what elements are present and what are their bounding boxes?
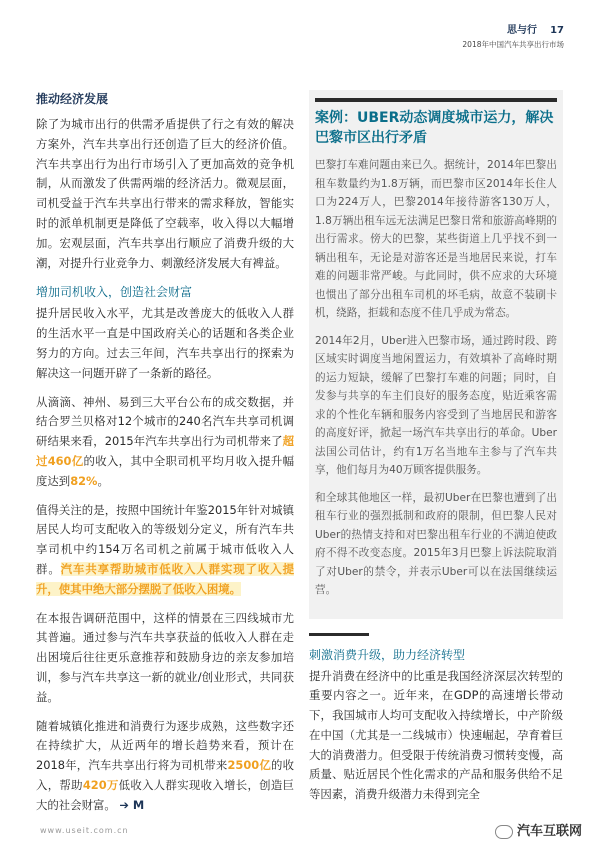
paragraph-survey: 在本报告调研范围中，这样的情景在三四线城市尤其普遍。通过参与汽车共享获益的低收入人群在走出困境后往往更乐意推荐和鼓励身边的亲友参加培训，参与汽车共享这一新的就业/创业形式，共同获益。: [36, 610, 294, 704]
case-title-bar: [315, 98, 557, 148]
case-paragraph-2: 2014年2月，Uber进入巴黎市场，通过跨时段、跨区域实时调度当地闲置运力，有效填补了高峰时期的运力短缺，缓解了巴黎打车难的问题；同时，自发参与共享的车主们良好的服务态度，贴近乘客需求的个性化车辆和服务内容受到了当地居民和游客的高度好评，掀起一场汽车共享出行的革命。Uber法国公司估计，约有1万名当地车主参与了汽车共享，他们每月为40万顾客提供服务。: [315, 334, 557, 476]
page-number: 17: [550, 25, 564, 36]
text: 从滴滴、神州、易到三大平台公布的成交数据，并结合罗兰贝格对12个城市的240名汽车共享司机调研结果来看，2015年汽车共享出行为司机带来了: [36, 394, 294, 449]
watermark-brand: [495, 820, 582, 839]
case-paragraph-1: 巴黎打车难问题由来已久。据统计，2014年巴黎出租车数量约为1.8万辆，而巴黎市区2014年长住人口为224万人，巴黎2014年接待游客130万人，1.8万辆出租车远无法满足巴黎日常和旅游高峰期的出行需求。傍大的巴黎，某些街道上几乎找不到一辆出租车，无论是对游客还是当地居民来说，打车难的问题非常严峻。与此同时，供不应求的大环境也惯出了部分出租车司机的坏毛病，故意不装刷卡机，绕路，拒载和态度不佳几乎成为常态。: [315, 159, 557, 319]
case-study-box: [309, 90, 563, 619]
header-subtitle: 2018年中国汽车共享出行市场: [462, 40, 564, 49]
right-column: [309, 90, 563, 814]
header-brand: 思与行: [506, 25, 537, 36]
case-paragraph-3: 和全球其他地区一样，最初Uber在巴黎也遭到了出租车行业的强烈抵制和政府的限制，但巴黎人民对Uber的热情支持和对巴黎出租车行业的不满迫使政府不得不改变态度。2015年3月巴黎上诉法院取消了对Uber的禁令，并表示Uber可以在法国继续运营。: [315, 491, 557, 596]
text: 的收入，其中全职司机平均月收入提升幅度达到: [36, 453, 294, 488]
subheading-driver-income: 增加司机收入，创造社会财富: [36, 285, 193, 300]
paragraph-income: 提升居民收入水平，尤其是改善庞大的低收入人群的生活水平一直是中国政府关心的话题和各类企业努力的方向。过去三年间，汽车共享出行的探索为解决这一问题开辟了一条新的路径。: [36, 306, 294, 380]
paragraph-consumption: 提升消费在经济中的比重是我国经济深层次转型的重要内容之一。近年来，在GDP的高速增长带动下，我国城市人均可支配收入持续增长，中产阶级在中国（尤其是一二线城市）快速崛起，孕育着巨大的消费潜力。但受限于传统消费习惯转变慢，高质量、贴近居民个性化需求的产品和服务供给不足等因素，消费升级潜力未得到完全: [309, 668, 563, 802]
wechat-icon: [495, 825, 513, 839]
page-header: [462, 18, 564, 50]
highlight-percent: 82%: [70, 473, 98, 488]
paragraph-forecast: [36, 717, 294, 816]
paragraph-platform-data: [36, 393, 294, 492]
watermark-url: www.useit.com.cn: [40, 826, 129, 835]
left-column: [36, 90, 294, 825]
highlight-amount: 超过460亿: [36, 434, 294, 468]
watermark-brand-text: 汽车互联网: [516, 824, 582, 839]
text: 低收入人群实现收入增长，创造巨大的社会财富。: [36, 777, 294, 812]
subheading-consumption: 刺激消费升级，助力经济转型: [309, 647, 466, 662]
case-study-title: 案例：UBER动态调度城市运力，解决巴黎市区出行矛盾: [315, 110, 554, 146]
text: 随着城镇化推进和消费行为逐步成熟，这些数字还在持续扩大，从近两年的增长趋势来看，预计在2018年，汽车共享出行将为司机带来: [36, 718, 294, 773]
section-title: 推动经济发展: [36, 92, 109, 106]
text: 值得关注的是，按照中国统计年鉴2015年针对城镇居民人均可支配收入的等级划分定义，所有汽车共享司机中约154万名司机之前属于城市低收入人群。: [36, 502, 294, 576]
section-divider: [309, 633, 369, 636]
paragraph-intro: 除了为城市出行的供需矛盾提供了行之有效的解决方案外，汽车共享出行还创造了巨大的经济价值。汽车共享出行为出行市场引入了更加高效的竞争机制，从而激发了供需两端的经济活力。微观层面，司机受益于汽车共享出行带来的需求释放，智能实时的派单机制更是降低了空载率，收入得以大幅增加。宏观层面，汽车共享出行顺应了消费升级的大潮，对提升行业竞争力、刺激经济发展大有裨益。: [36, 117, 294, 270]
paragraph-low-income: [36, 501, 294, 600]
arrow-icon: ➔ M: [119, 797, 145, 812]
text: 的收入，帮助: [36, 758, 294, 792]
highlight-forecast-people: 420万: [82, 777, 119, 792]
highlight-forecast-amount: 2500亿: [227, 758, 271, 773]
text: 。: [97, 473, 109, 488]
highlight-box-text: 汽车共享帮助城市低收入人群实现了收入提升，使其中绝大部分摆脱了低收入困境。: [36, 561, 294, 596]
